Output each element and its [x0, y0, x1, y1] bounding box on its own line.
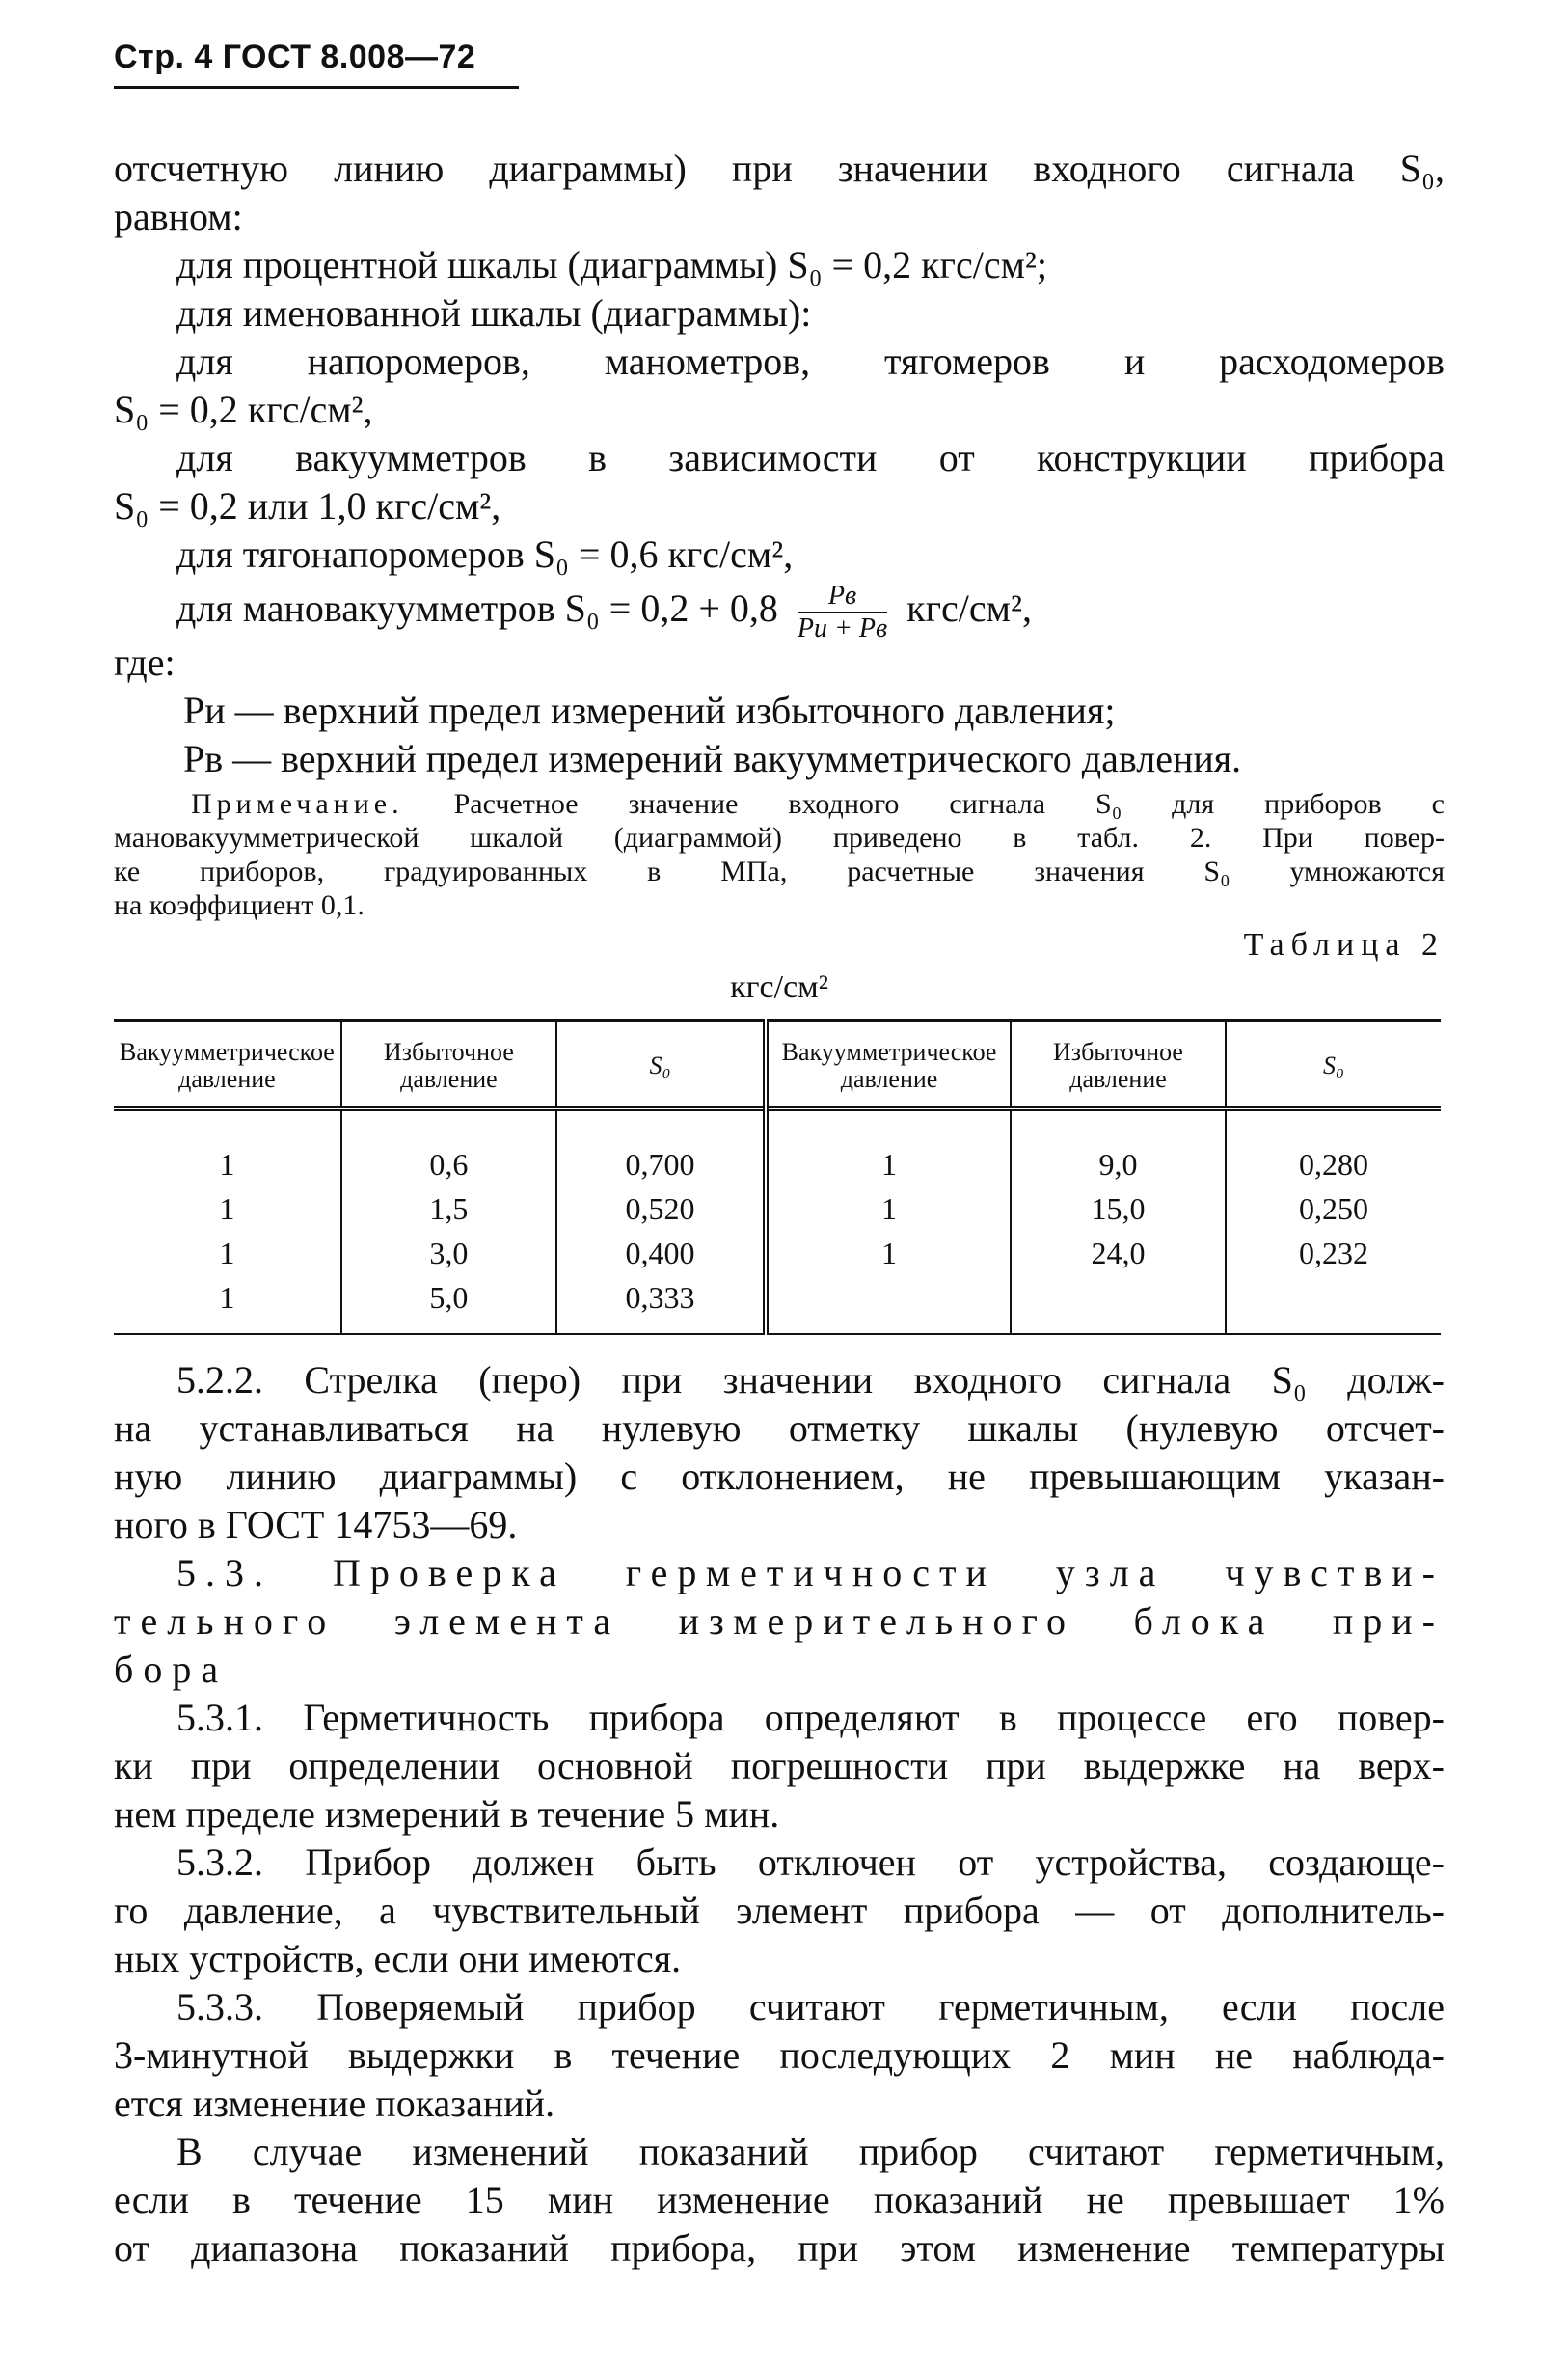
table-cell: 0,400 — [556, 1231, 766, 1275]
paragraph-line: 5.3.3. Поверяемый прибор считают герметичным, если после — [176, 1985, 1445, 2029]
paragraph-line: 5.3.1. Герметичность прибора определяют в процессе его повер- — [176, 1696, 1445, 1739]
paragraph-line: для напоромеров, манометров, тягомеров и расходомеров — [176, 340, 1445, 383]
table-cell: 0,520 — [556, 1186, 766, 1231]
paragraph-line: для именованной шкалы (диаграммы): — [176, 291, 812, 335]
table-cell: 3,0 — [341, 1231, 556, 1275]
column-header: Избыточное давление — [1011, 1021, 1226, 1109]
table-row — [114, 1275, 1441, 1334]
paragraph-line: 3-минутной выдержки в течение последующих 2 мин не наблюда- — [114, 2033, 1445, 2077]
page-body — [114, 145, 1445, 2273]
table-cell: 0,333 — [556, 1275, 766, 1334]
paragraph-line: го давление, а чувствительный элемент прибора — от дополнитель- — [114, 1889, 1445, 1932]
table-cell: 5,0 — [341, 1275, 556, 1334]
table-header-row — [114, 1021, 1441, 1109]
table-row — [114, 1109, 1441, 1187]
section-heading-line: бора — [114, 1648, 229, 1691]
paragraph-line: от диапазона показаний прибора, при этом изменение температуры — [114, 2226, 1445, 2270]
paragraph-line: для процентной шкалы (диаграммы) S₀ = 0,2 кгс/см²; — [176, 243, 1047, 286]
paragraph-line: где: — [114, 640, 176, 684]
formula-fraction — [798, 581, 887, 644]
paragraph-line: отсчетную линию диаграммы) при значении входного сигнала S₀, — [114, 147, 1445, 190]
table-units: кгс/см² — [730, 969, 828, 1005]
section-heading-line: тельного элемента измерительного блока при- — [114, 1599, 1445, 1643]
paragraph-line: если в течение 15 мин изменение показаний не превышает 1% — [114, 2178, 1445, 2221]
table-cell: 1,5 — [341, 1186, 556, 1231]
column-header: Избыточное давление — [341, 1021, 556, 1109]
paragraph-line: 5.3.2. Прибор должен быть отключен от устройства, создающе- — [176, 1840, 1445, 1884]
paragraph-line: нем пределе измерений в течение 5 мин. — [114, 1792, 780, 1836]
table-cell — [1011, 1275, 1226, 1334]
paragraph-line: S₀ = 0,2 или 1,0 кгс/см², — [114, 484, 501, 528]
definition-line: Pи — верхний предел измерений избыточного давления; — [183, 689, 1116, 732]
table-cell: 0,250 — [1226, 1186, 1441, 1231]
table-cell: 1 — [219, 1191, 235, 1226]
table-cell — [1226, 1275, 1441, 1334]
table-cell: 24,0 — [1011, 1231, 1226, 1275]
page-header: Стр. 4 ГОСТ 8.008—72 — [114, 39, 519, 89]
column-header: S₀ — [1226, 1021, 1441, 1109]
table-cell: 0,700 — [556, 1109, 766, 1187]
note-line: Расчетное значение входного сигнала S₀ для приборов с — [453, 788, 1445, 820]
table-cell: 1 — [219, 1236, 235, 1270]
table-cell: 15,0 — [1011, 1186, 1226, 1231]
paragraph-line: равном: — [114, 195, 243, 238]
table-cell: 0,232 — [1226, 1231, 1441, 1275]
paragraph-line: ки при определении основной погрешности при выдержке на верх- — [114, 1744, 1445, 1787]
definition-line: Pв — верхний предел измерений вакуумметрического давления. — [183, 737, 1242, 780]
table-cell: 0,280 — [1226, 1109, 1441, 1187]
paragraph-line: ется изменение показаний. — [114, 2082, 555, 2125]
paragraph-line: ных устройств, если они имеются. — [114, 1937, 682, 1980]
column-header: Вакуумметрическое давление — [114, 1021, 341, 1109]
table-cell: 9,0 — [1011, 1109, 1226, 1187]
formula-suffix: кгс/см², — [906, 586, 1032, 630]
column-header: Вакуумметрическое давление — [766, 1021, 1011, 1109]
paragraph-line: ную линию диаграммы) с отклонением, не превышающим указан- — [114, 1455, 1445, 1498]
note-line: на коэффициент 0,1. — [114, 889, 365, 921]
table-cell: 1 — [219, 1147, 235, 1182]
formula-numerator: Pв — [798, 581, 887, 613]
table-cell: 1 — [766, 1186, 1011, 1231]
formula-prefix: для мановакуумметров S₀ = 0,2 + 0,8 — [176, 586, 778, 630]
paragraph-line: для тягонапоромеров S₀ = 0,6 кгс/см², — [176, 532, 794, 576]
paragraph-line: на устанавливаться на нулевую отметку шкалы (нулевую отсчет- — [114, 1406, 1445, 1450]
paragraph-line: В случае изменений показаний прибор считают герметичным, — [176, 2130, 1445, 2173]
section-heading-line: 5.3. Проверка герметичности узла чувстви- — [176, 1551, 1445, 1594]
formula-line — [114, 579, 1445, 643]
table-cell: 1 — [219, 1280, 235, 1315]
note-block — [114, 787, 1445, 922]
table-cell: 0,6 — [341, 1109, 556, 1187]
table-row — [114, 1186, 1441, 1231]
note-line: мановакуумметрической шкалой (диаграммой) приведено в табл. 2. При повер- — [114, 822, 1445, 854]
table-cell — [766, 1275, 1011, 1334]
note-line: ке приборов, градуированных в МПа, расчетные значения S₀ умножаются — [114, 856, 1445, 887]
paragraph-line: для вакуумметров в зависимости от конструкции прибора — [176, 436, 1445, 479]
table-caption: Таблица 2 — [1243, 927, 1445, 963]
table-cell: 1 — [766, 1109, 1011, 1187]
paragraph-line: ного в ГОСТ 14753—69. — [114, 1503, 518, 1546]
table-row — [114, 1231, 1441, 1275]
paragraph-line: 5.2.2. Стрелка (перо) при значении входного сигнала S₀ долж- — [176, 1358, 1445, 1402]
formula-denominator: Pи + Pв — [797, 613, 888, 643]
paragraph-line: S₀ = 0,2 кгс/см², — [114, 388, 373, 431]
data-table — [114, 1019, 1441, 1335]
table-cell: 1 — [766, 1231, 1011, 1275]
column-header: S₀ — [556, 1021, 766, 1109]
note-label: Примечание. — [191, 788, 404, 820]
